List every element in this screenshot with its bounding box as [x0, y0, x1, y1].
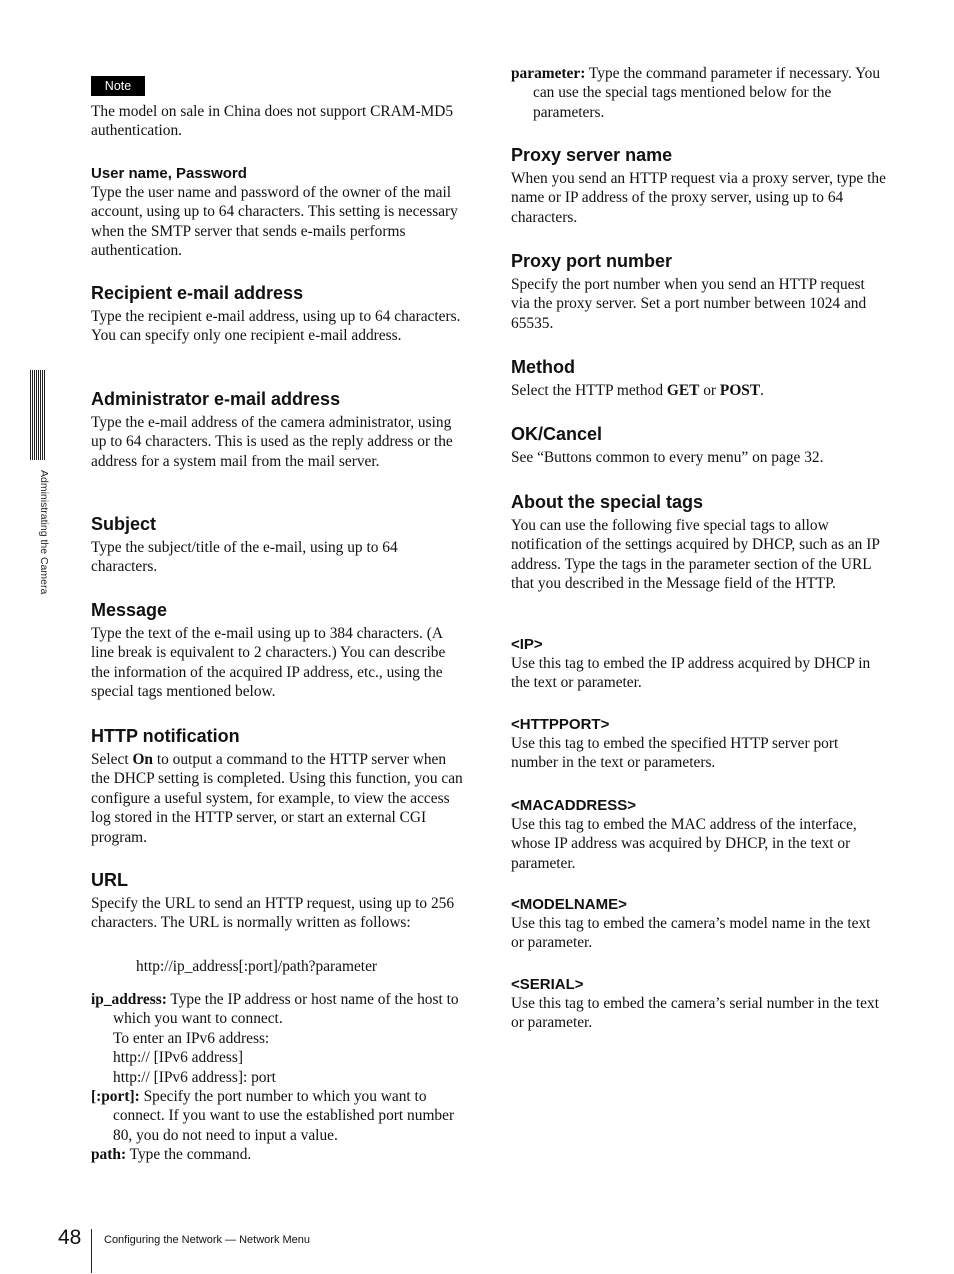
tag-serial-body: Use this tag to embed the camera’s serial number in the text or parameter.: [511, 995, 879, 1032]
ip-address-definition: [91, 990, 467, 1029]
tag-macaddress-heading: <MACADDRESS>: [511, 797, 637, 814]
special-tags-heading: About the special tags: [511, 492, 704, 512]
url-section: [91, 869, 467, 933]
admin-section: [91, 388, 467, 471]
url-definitions: [91, 990, 467, 1165]
parameter-term: parameter:: [511, 65, 586, 82]
http-body-post: to output a command to the HTTP server when the DHCP setting is completed. Using this function, you can configure a useful system, for example, to view the access log stored in the HTTP server, or start an external CGI program.: [91, 751, 463, 846]
side-tab-stripes: [30, 370, 46, 460]
method-heading: Method: [511, 357, 575, 377]
method-end: .: [760, 382, 764, 399]
user-password-section: [91, 164, 467, 261]
method-pre: Select the HTTP method: [511, 382, 667, 399]
proxy-port-heading: Proxy port number: [511, 251, 673, 271]
parameter-definition: [511, 64, 887, 122]
user-password-body: Type the user name and password of the owner of the mail account, using up to 64 characters. This setting is necessary when the SMTP server that sends e-mails performs authentication.: [91, 184, 458, 260]
ipv6-line-2: http:// [IPv6 address]: [113, 1049, 243, 1067]
method-section: [511, 356, 887, 400]
ip-address-term: ip_address:: [91, 991, 167, 1008]
port-desc: Specify the port number to which you want to connect. If you want to use the established port number 80, you do not need to input a value.: [113, 1088, 455, 1144]
user-password-heading: User name, Password: [91, 165, 247, 182]
tag-httpport-section: [511, 715, 887, 773]
tag-macaddress-section: [511, 796, 887, 873]
ipv6-line-3: http:// [IPv6 address]: port: [113, 1068, 276, 1086]
path-desc: Type the command.: [126, 1146, 252, 1164]
url-format-block: [91, 957, 467, 976]
recipient-heading: Recipient e-mail address: [91, 283, 304, 303]
url-body: Specify the URL to send an HTTP request, using up to 256 characters. The URL is normally written as follows:: [91, 895, 455, 932]
port-definition: [91, 1087, 467, 1145]
method-post: POST: [719, 382, 761, 399]
tag-ip-body: Use this tag to embed the IP address acquired by DHCP in the text or parameter.: [511, 655, 871, 692]
proxy-port-section: [511, 250, 887, 333]
ip-address-desc: Type the IP address or host name of the host to which you want to connect.: [113, 991, 459, 1028]
http-notification-section: [91, 725, 467, 847]
url-heading: URL: [91, 870, 128, 890]
message-heading: Message: [91, 600, 168, 620]
tag-modelname-section: [511, 895, 887, 953]
tag-modelname-body: Use this tag to embed the camera’s model name in the text or parameter.: [511, 915, 871, 952]
http-notification-heading: HTTP notification: [91, 726, 240, 746]
method-mid: or: [699, 382, 720, 399]
tag-ip-heading: <IP>: [511, 636, 543, 653]
http-body-pre: Select: [91, 751, 133, 768]
note-label: Note: [91, 76, 145, 96]
method-get: GET: [666, 382, 700, 399]
parameter-desc: Type the command parameter if necessary. You can use the special tags mentioned below for the parameters.: [533, 65, 881, 121]
tag-serial-heading: <SERIAL>: [511, 976, 584, 993]
subject-section: [91, 513, 467, 577]
okcancel-body: See “Buttons common to every menu” on page 32.: [511, 449, 824, 466]
recipient-body: Type the recipient e-mail address, using up to 64 characters. You can specify only one recipient e-mail address.: [91, 308, 461, 345]
admin-body: Type the e-mail address of the camera administrator, using up to 64 characters. This is used as the reply address or the address for a system mail from the mail server.: [91, 414, 453, 470]
page-number: 48: [58, 1226, 82, 1249]
http-body-on: On: [132, 751, 153, 768]
parameter-definition-block: [511, 64, 887, 122]
note-text-block: [91, 102, 467, 141]
okcancel-section: [511, 423, 887, 467]
proxy-name-heading: Proxy server name: [511, 145, 673, 165]
note-text: The model on sale in China does not support CRAM-MD5 authentication.: [91, 103, 454, 140]
ipv6-line-1: To enter an IPv6 address:: [113, 1029, 270, 1047]
proxy-name-body: When you send an HTTP request via a proxy server, type the name or IP address of the proxy server, using up to 64 characters.: [511, 170, 886, 226]
tag-macaddress-body: Use this tag to embed the MAC address of the interface, whose IP address was acquired by DHCP, in the text or parameter.: [511, 816, 857, 872]
message-section: [91, 599, 467, 702]
path-definition: [91, 1145, 467, 1164]
recipient-section: [91, 282, 467, 346]
footer-section-title: Configuring the Network — Network Menu: [104, 1234, 311, 1246]
http-notification-body: [91, 750, 467, 847]
proxy-name-section: [511, 144, 887, 227]
message-body: Type the text of the e-mail using up to 384 characters. (A line break is equivalent to 2 characters.) You can describe the information of the acquired IP address, etc., using the special tags mentioned below.: [91, 625, 446, 701]
tag-serial-section: [511, 975, 887, 1033]
proxy-port-body: Specify the port number when you send an HTTP request via the proxy server. Set a port number between 1024 and 65535.: [511, 276, 867, 332]
okcancel-heading: OK/Cancel: [511, 424, 603, 444]
subject-body: Type the subject/title of the e-mail, using up to 64 characters.: [91, 539, 398, 576]
side-tab-label: Administrating the Camera: [38, 470, 50, 595]
tag-httpport-heading: <HTTPPORT>: [511, 716, 610, 733]
special-tags-section: [511, 491, 887, 594]
tag-httpport-body: Use this tag to embed the specified HTTP server port number in the text or parameters.: [511, 735, 839, 772]
special-tags-body: You can use the following five special tags to allow notification of the settings acquired by DHCP, such as an IP address. Type the tags in the parameter section of the URL that you described in the Message field of the HTTP.: [511, 517, 880, 593]
path-term: path:: [91, 1146, 127, 1164]
tag-modelname-heading: <MODELNAME>: [511, 896, 627, 913]
subject-heading: Subject: [91, 514, 157, 534]
url-format-code: http://ip_address[:port]/path?parameter: [136, 958, 378, 975]
tag-ip-section: [511, 635, 887, 693]
method-body: [511, 381, 887, 400]
footer-divider: [91, 1229, 92, 1273]
admin-heading: Administrator e-mail address: [91, 389, 341, 409]
port-term: [:port]:: [91, 1088, 140, 1106]
